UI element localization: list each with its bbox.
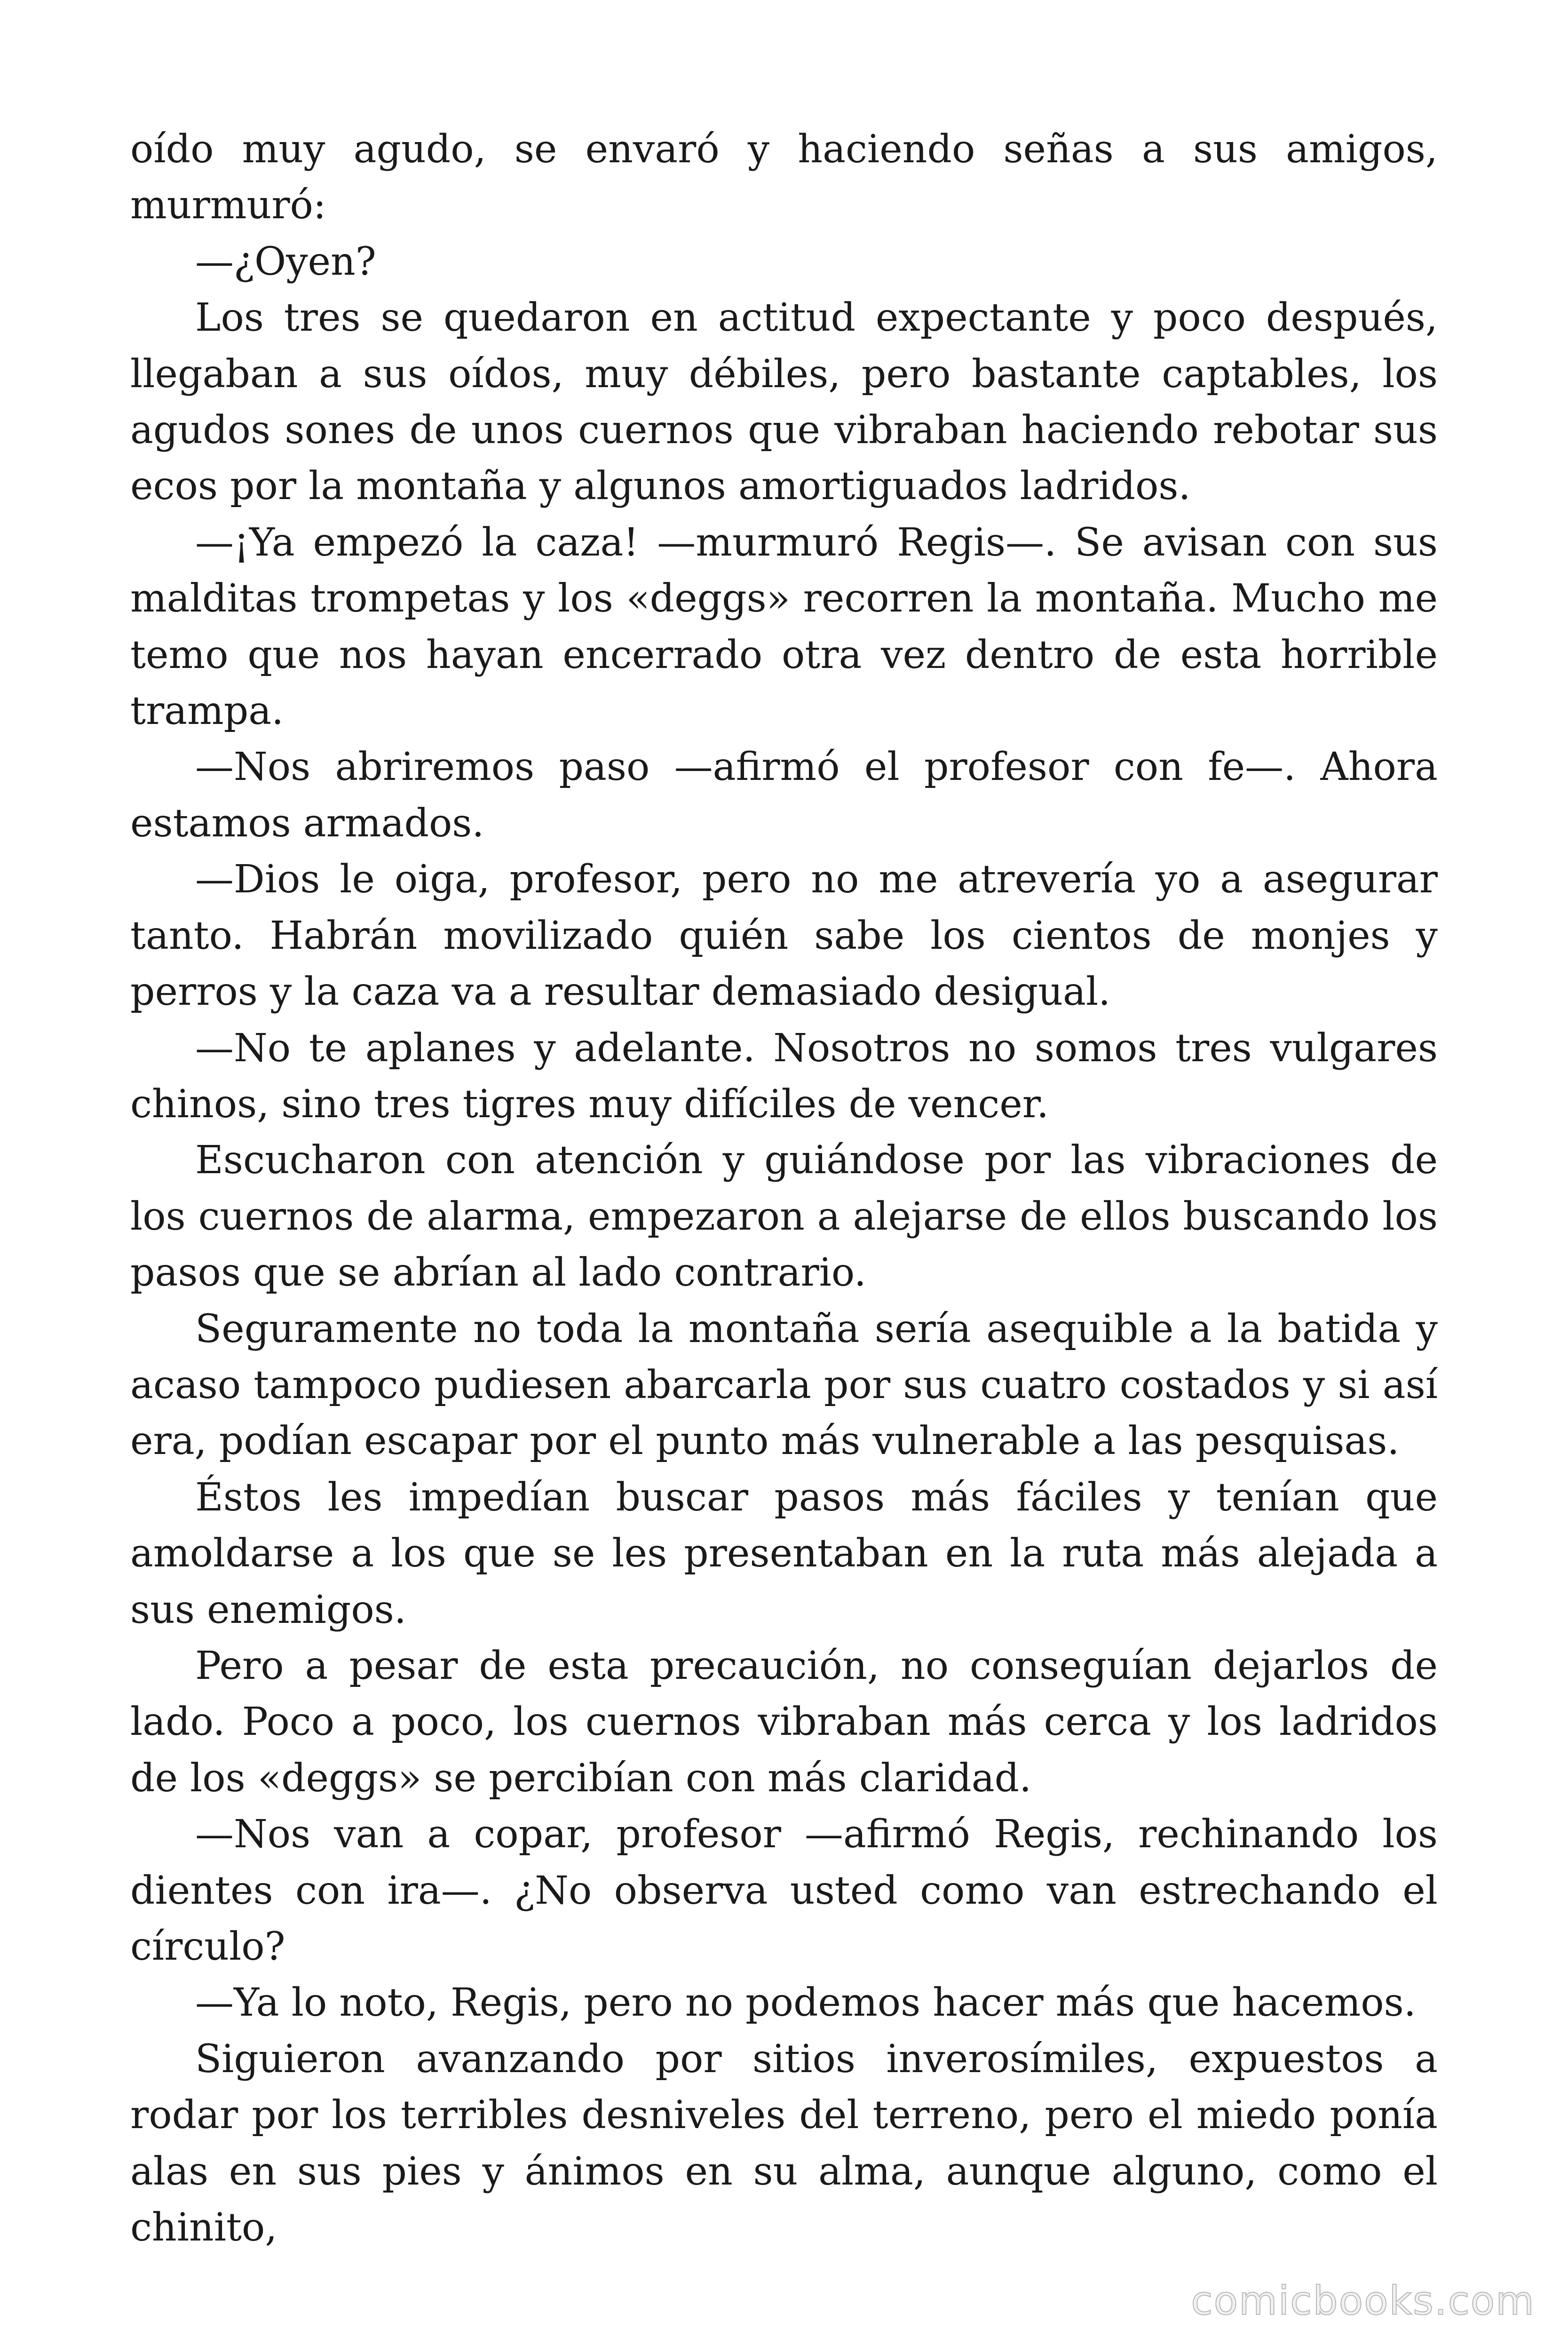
page-text — [130, 121, 1438, 2256]
paragraph-6: —Dios le oiga, profesor, pero no me atrevería yo a asegurar tanto. Habrán movilizado quién sabe los cientos de monjes y perros y la caza va a resultar demasiado desigual. — [130, 857, 1438, 1015]
paragraph-4: —¡Ya empezó la caza! —murmuró Regis—. Se avisan con sus malditas trompetas y los «deggs» recorren la montaña. Mucho me temo que nos hayan encerrado otra vez dentro de esta horrible trampa. — [130, 520, 1438, 734]
watermark: comicbooks.com — [1191, 2278, 1535, 2324]
paragraph-7: —No te aplanes y adelante. Nosotros no somos tres vulgares chinos, sino tres tigres muy difíciles de vencer. — [130, 1025, 1438, 1127]
paragraph-3: Los tres se quedaron en actitud expectante y poco después, llegaban a sus oídos, muy débiles, pero bastante captables, los agudos sones de unos cuernos que vibraban haciendo rebotar sus ecos por la montaña y algunos amortiguados ladridos. — [130, 295, 1438, 509]
paragraph-12: —Nos van a copar, profesor —afirmó Regis, rechinando los dientes con ira—. ¿No observa usted como van estrechando el círculo? — [130, 1812, 1438, 1969]
paragraph-10: Éstos les impedían buscar pasos más fáciles y tenían que amoldarse a los que se les presentaban en la ruta más alejada a sus enemigos. — [130, 1475, 1438, 1632]
paragraph-2: —¿Oyen? — [195, 239, 376, 284]
paragraph-11: Pero a pesar de esta precaución, no conseguían dejarlos de lado. Poco a poco, los cuernos vibraban más cerca y los ladridos de los «deggs» se percibían con más claridad. — [130, 1643, 1438, 1801]
paragraph-1: oído muy agudo, se envaró y haciendo señas a sus amigos, murmuró: — [130, 127, 1438, 228]
paragraph-8: Escucharon con atención y guiándose por las vibraciones de los cuernos de alarma, empezaron a alejarse de ellos buscando los pasos que se abrían al lado contrario. — [130, 1138, 1438, 1295]
paragraph-13: —Ya lo noto, Regis, pero no podemos hacer más que hacemos. — [195, 1980, 1416, 2026]
paragraph-5: —Nos abriremos paso —afirmó el profesor con fe—. Ahora estamos armados. — [130, 745, 1438, 846]
paragraph-9: Seguramente no toda la montaña sería asequible a la batida y acaso tampoco pudiesen abarcarla por sus cuatro costados y si así era, podían escapar por el punto más vulnerable a las pesquisas. — [130, 1306, 1438, 1464]
paragraph-14: Siguieron avanzando por sitios inverosímiles, expuestos a rodar por los terribles desniveles del terreno, pero el miedo ponía alas en sus pies y ánimos en su alma, aunque alguno, como el chinito, — [130, 2036, 1438, 2250]
